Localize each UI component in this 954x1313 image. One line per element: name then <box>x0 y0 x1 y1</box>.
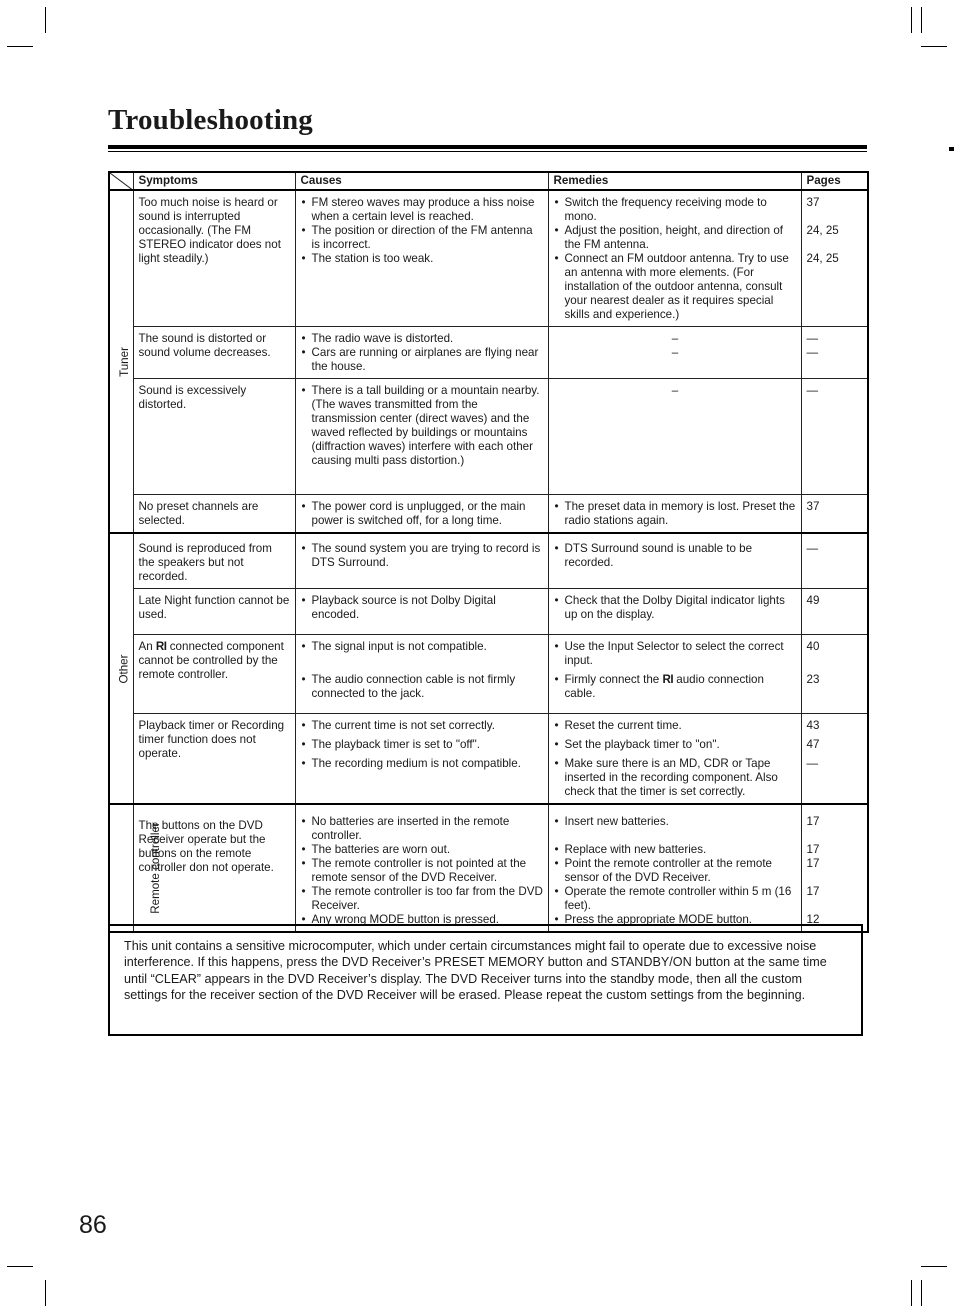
page-ref: 43 <box>806 719 820 732</box>
header-pages: Pages <box>801 172 868 190</box>
pages-cell <box>801 190 868 327</box>
header-symptoms: Symptoms <box>133 172 295 190</box>
remedies-cell <box>548 635 801 714</box>
cause-item: • FM stereo waves may produce a hiss noise when a certain level is reached. <box>301 196 544 224</box>
remedy-item: • Check that the Dolby Digital indicator lights up on the display. <box>554 594 797 622</box>
symptom-cell: Sound is excessively distorted. <box>133 379 295 495</box>
cause-item: • The current time is not set correctly. <box>301 719 544 733</box>
cause-item: • The recording medium is not compatible. <box>301 757 544 771</box>
causes-cell <box>295 327 548 379</box>
table-row <box>109 714 868 805</box>
remedy-item <box>554 673 797 701</box>
page-ref: 37 <box>806 500 820 513</box>
cause-item: • The remote controller is not pointed at the remote sensor of the DVD Receiver. <box>301 857 544 885</box>
crop-mark <box>45 1280 46 1306</box>
table-row <box>109 327 868 379</box>
header-remedies: Remedies <box>548 172 801 190</box>
cause-item <box>301 384 544 468</box>
table-row <box>109 804 868 932</box>
group-label-remote <box>109 804 162 932</box>
remedy-text: Firmly connect the <box>564 673 660 686</box>
cause-item: • Playback source is not Dolby Digital encoded. <box>301 594 544 622</box>
symptom-cell <box>133 635 295 714</box>
symptom-text: An <box>138 640 153 653</box>
page-ref: 47 <box>806 738 820 751</box>
crop-mark <box>921 46 947 47</box>
remedy-item: • Reset the current time. <box>554 719 797 733</box>
table-header-row <box>109 172 868 190</box>
page-title: Troubleshooting <box>108 104 313 136</box>
page-ref: — <box>806 332 819 345</box>
table-row <box>109 589 868 635</box>
causes-cell <box>295 495 548 534</box>
page-number: 86 <box>79 1211 107 1239</box>
cause-item: • The playback timer is set to "off". <box>301 738 544 752</box>
crop-mark <box>921 1266 947 1267</box>
remedy-dash: – <box>671 332 679 345</box>
pages-cell <box>801 327 868 379</box>
crop-mark <box>7 1266 33 1267</box>
cause-item: • The power cord is unplugged, or the main power is switched off, for a long time. <box>301 500 544 528</box>
remedy-item: • Set the playback timer to "on". <box>554 738 797 752</box>
page-ref: 17 <box>806 843 820 856</box>
title-rule <box>108 145 867 149</box>
remedies-cell <box>548 495 801 534</box>
crop-mark <box>45 7 46 33</box>
table-row <box>109 190 868 327</box>
remedies-cell <box>548 327 801 379</box>
table-row <box>109 635 868 714</box>
page-ref: — <box>806 757 819 770</box>
pages-cell <box>801 533 868 589</box>
table-row <box>109 495 868 534</box>
page-ref: 12 <box>806 913 820 926</box>
remedy-item: • DTS Surround sound is unable to be recorded. <box>554 542 797 570</box>
remedies-cell <box>548 714 801 805</box>
page-ref: — <box>806 542 819 555</box>
symptom-cell: The sound is distorted or sound volume decreases. <box>133 327 295 379</box>
cause-item: • Any wrong MODE button is pressed. <box>301 913 544 927</box>
symptom-cell: Playback timer or Recording timer function does not operate. <box>133 714 295 805</box>
remedy-item: • Press the appropriate MODE button. <box>554 913 797 927</box>
symptom-cell: No preset channels are selected. <box>133 495 295 534</box>
table-row <box>109 379 868 495</box>
page-ref: 40 <box>806 640 820 653</box>
corner-cell <box>109 172 133 190</box>
remedy-dash: – <box>671 384 679 397</box>
page-ref: 37 <box>806 196 820 209</box>
remedies-cell <box>548 379 801 495</box>
pages-cell <box>801 714 868 805</box>
remedy-item: • Replace with new batteries. <box>554 843 797 857</box>
microcomputer-note <box>108 924 863 1036</box>
causes-cell <box>295 190 548 327</box>
causes-cell <box>295 635 548 714</box>
cause-item: • The remote controller is too far from the DVD Receiver. <box>301 885 544 913</box>
cause-item: • The signal input is not compatible. <box>301 640 544 654</box>
remedy-item: • Make sure there is an MD, CDR or Tape inserted in the recording component. Also check that the timer is set correctly. <box>554 757 797 799</box>
cause-item: • The batteries are worn out. <box>301 843 544 857</box>
symptom-cell: Late Night function cannot be used. <box>133 589 295 635</box>
remedy-item: • Point the remote controller at the remote sensor of the DVD Receiver. <box>554 857 797 885</box>
symptom-text: connected component cannot be controlled by the remote controller. <box>138 640 284 681</box>
page-ref: — <box>806 346 819 359</box>
cause-item: • The sound system you are trying to record is DTS Surround. <box>301 542 544 570</box>
page-ref: 24, 25 <box>806 252 839 265</box>
remedies-cell <box>548 533 801 589</box>
remedy-item: • Switch the frequency receiving mode to mono. <box>554 196 797 224</box>
remedy-item: • Operate the remote controller within 5 m (16 feet). <box>554 885 797 913</box>
causes-cell <box>295 804 548 932</box>
note-text: This unit contains a sensitive microcomputer, which under certain circumstances might fail to operate due to excessive noise interference. If this happens, press the DVD Receiver’s PRESET MEMORY button and STANDBY/ON button at the same time until “CLEAR” appears in the DVD Receiver’s display. The DVD Receiver turns into the standby mode, then all the custom settings for the receiver section of the DVD Receiver will be erased. Please repeat the custom settings from the beginning. <box>124 939 827 1002</box>
pages-cell <box>801 379 868 495</box>
remedy-item: • Use the Input Selector to select the correct input. <box>554 640 797 668</box>
crop-mark <box>921 7 922 33</box>
troubleshooting-table <box>108 171 869 933</box>
remedy-item: • The preset data in memory is lost. Preset the radio stations again. <box>554 500 797 528</box>
pages-cell <box>801 804 868 932</box>
pages-cell <box>801 635 868 714</box>
cause-text: (The waves transmitted from the transmission center (direct waves) and the waved reflected by buildings or mountains (diffraction waves) interfere with each other causing multi pass distortion.) <box>311 398 533 467</box>
ri-logo-icon: RI <box>155 640 167 653</box>
crop-mark <box>911 1280 912 1306</box>
remedy-dash: – <box>671 346 679 359</box>
cause-item: • Cars are running or airplanes are flying near the house. <box>301 346 544 374</box>
group-tuner-text: Tuner <box>117 346 131 377</box>
page-ref: 17 <box>806 857 820 870</box>
remedy-text: audio connection cable. <box>564 673 764 700</box>
table-row <box>109 533 868 589</box>
symptom-cell: Sound is reproduced from the speakers but not recorded. <box>133 533 295 589</box>
crop-mark <box>921 1280 922 1306</box>
remedy-item: • Connect an FM outdoor antenna. Try to use an antenna with more elements. (For installation of the outdoor antenna, consult your nearest dealer as it requires special skills and experience.) <box>554 252 797 322</box>
page-ref: 17 <box>806 885 820 898</box>
group-label-tuner <box>109 190 133 533</box>
group-other-text: Other <box>117 654 131 683</box>
symptom-cell: The buttons on the DVD Receiver operate but the buttons on the remote controller don not operate. <box>133 804 295 932</box>
pages-cell <box>801 495 868 534</box>
cause-item: • The position or direction of the FM antenna is incorrect. <box>301 224 544 252</box>
page-ref: 17 <box>806 815 820 828</box>
remedies-cell <box>548 804 801 932</box>
cause-item: • The audio connection cable is not firmly connected to the jack. <box>301 673 544 701</box>
header-causes: Causes <box>295 172 548 190</box>
crop-mark <box>911 7 912 33</box>
causes-cell <box>295 379 548 495</box>
pages-cell <box>801 589 868 635</box>
crop-mark <box>7 46 33 47</box>
page-ref: 49 <box>806 594 820 607</box>
symptom-cell: Too much noise is heard or sound is interrupted occasionally. (The FM STEREO indicator does not light steadily.) <box>133 190 295 327</box>
page-ref: 23 <box>806 673 820 686</box>
group-label-other <box>109 533 133 804</box>
corner-diagonal <box>110 173 133 190</box>
cause-item: • The radio wave is distorted. <box>301 332 544 346</box>
cause-item: • No batteries are inserted in the remote controller. <box>301 815 544 843</box>
causes-cell <box>295 589 548 635</box>
remedy-item: • Adjust the position, height, and direction of the FM antenna. <box>554 224 797 252</box>
ri-logo-icon: RI <box>662 673 674 686</box>
remedies-cell <box>548 190 801 327</box>
edge-mark <box>949 147 954 151</box>
cause-item: • The station is too weak. <box>301 252 544 266</box>
causes-cell <box>295 533 548 589</box>
remedies-cell <box>548 589 801 635</box>
page-ref: — <box>806 384 819 397</box>
group-remote-text: Remote controller <box>148 822 162 914</box>
title-rule-thin <box>108 151 867 152</box>
causes-cell <box>295 714 548 805</box>
page-ref: 24, 25 <box>806 224 839 237</box>
cause-text: There is a tall building or a mountain nearby. <box>311 384 540 397</box>
remedy-item: • Insert new batteries. <box>554 815 797 829</box>
